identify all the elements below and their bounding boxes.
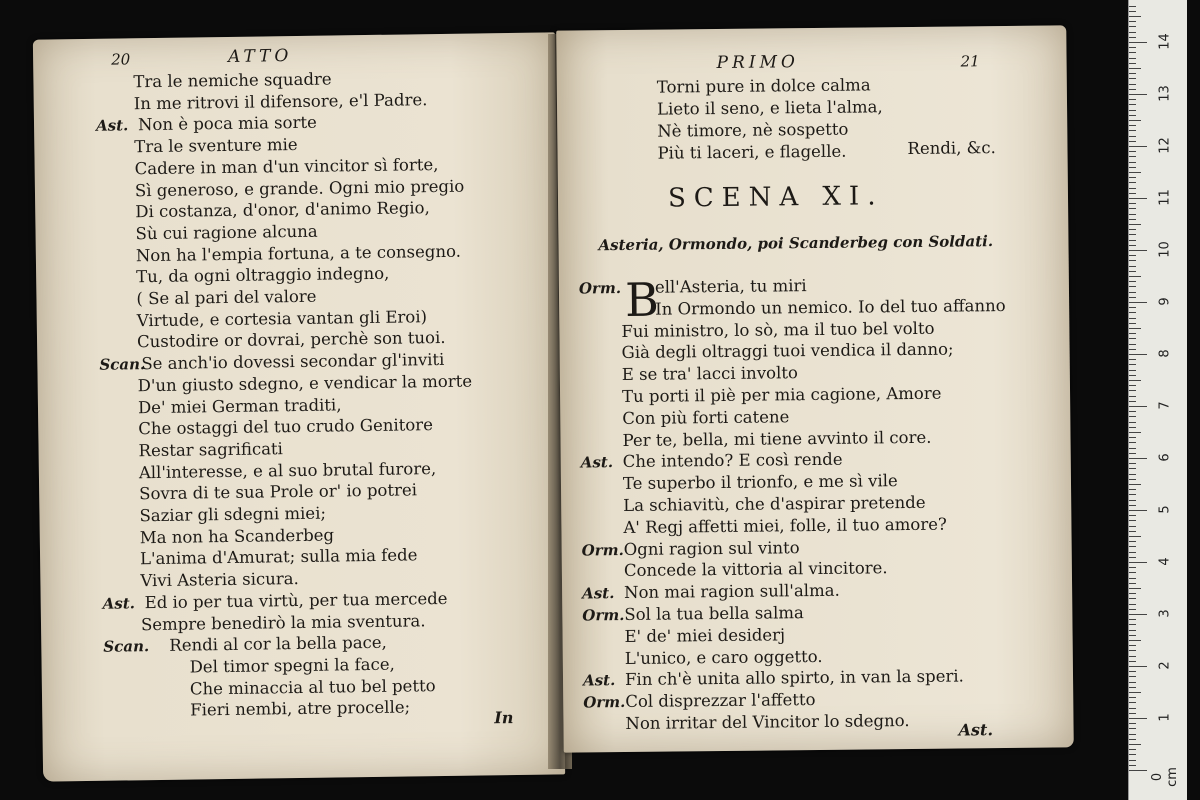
ruler-tick: [1129, 604, 1136, 605]
verse-line: Tra le sventure mie: [134, 135, 298, 157]
ruler-tick: [1129, 380, 1141, 381]
ruler-tick: [1129, 489, 1136, 490]
ruler-label: 9: [1157, 297, 1173, 306]
speaker-label: Orm.: [581, 540, 624, 560]
ruler-tick: [1129, 370, 1136, 371]
ruler-label: 4: [1157, 557, 1173, 566]
ruler-tick: [1129, 619, 1136, 620]
ruler-tick: [1129, 318, 1136, 319]
verse-line: Che ostaggi del tuo crudo Genitore: [138, 415, 434, 439]
ruler-tick: [1129, 224, 1141, 225]
ruler-tick: [1129, 21, 1136, 22]
verse-line: Che minaccia al tuo bel petto: [189, 675, 436, 699]
speaker-label: Orm.: [582, 606, 625, 625]
ruler-tick: [1129, 84, 1136, 85]
ruler-tick: [1129, 500, 1136, 501]
ruler-tick: [1129, 198, 1147, 199]
ruler-tick: [1129, 583, 1136, 584]
speaker-label: Scan.: [103, 637, 150, 656]
verse-line: L'anima d'Amurat; sulla mia fede: [139, 545, 418, 569]
ruler-tick: [1129, 697, 1136, 698]
ruler-tick: [1129, 708, 1136, 709]
verse-line: Non ha l'empia fortuna, a te consegno.: [135, 241, 462, 265]
ruler-tick: [1129, 136, 1136, 137]
ruler-tick: [1129, 671, 1136, 672]
scene-title: SCENA XI.: [667, 181, 884, 214]
ruler-label: 8: [1157, 349, 1173, 358]
ruler-tick: [1129, 255, 1136, 256]
right-running-head: PRIMO: [716, 52, 799, 74]
ruler-tick: [1129, 645, 1136, 646]
ruler-label: 13: [1157, 85, 1173, 102]
verse-line: E' de' miei desiderj: [624, 625, 786, 646]
ruler-tick: [1129, 437, 1136, 438]
ruler-tick: [1129, 26, 1136, 27]
ruler-tick: [1129, 130, 1136, 131]
ruler-tick: [1129, 635, 1136, 636]
ruler-tick: [1129, 432, 1141, 433]
verse-line: In me ritrovi il difensore, e'l Padre.: [133, 89, 428, 113]
ruler-tick: [1129, 42, 1147, 43]
verse-line: Vivi Asteria sicura.: [140, 569, 299, 591]
ruler-tick: [1129, 510, 1147, 511]
verse-line: Sì generoso, e grande. Ogni mio pregio: [134, 176, 465, 200]
ruler-tick: [1129, 630, 1136, 631]
ruler-tick: [1129, 557, 1136, 558]
ruler-tick: [1129, 505, 1136, 506]
ruler-tick: [1129, 193, 1136, 194]
ruler-tick: [1129, 479, 1136, 480]
ruler-tick: [1129, 650, 1136, 651]
ruler-label: 3: [1157, 609, 1173, 618]
verse-line: Non è poca mia sorte: [137, 113, 317, 135]
ruler-tick: [1129, 390, 1136, 391]
aria-end: Rendi, &c.: [907, 138, 996, 159]
ruler-tick: [1129, 167, 1136, 168]
ruler-tick: [1129, 682, 1136, 683]
ruler-tick: [1129, 770, 1147, 771]
ruler-tick: [1129, 177, 1136, 178]
ruler-tick: [1129, 526, 1136, 527]
ruler-tick: [1129, 676, 1136, 677]
right-catchword: Ast.: [958, 720, 994, 740]
speaker-label: Ast.: [580, 453, 614, 472]
left-page-number: 20: [111, 50, 131, 69]
verse-line: ( Se al pari del valore: [136, 286, 317, 309]
ruler-tick: [1129, 734, 1136, 735]
ruler-tick: [1129, 411, 1136, 412]
ruler-tick: [1129, 302, 1147, 303]
ruler-label: 11: [1157, 189, 1173, 206]
verse-line: Non mai ragion sull'alma.: [624, 580, 840, 603]
ruler-tick: [1129, 250, 1147, 251]
ruler-tick: [1129, 474, 1136, 475]
ruler-tick: [1129, 188, 1136, 189]
drop-cap: B: [624, 272, 660, 327]
scene-characters: Asteria, Ormondo, poi Scanderbeg con Soldati.: [598, 232, 994, 255]
ruler-tick: [1129, 427, 1136, 428]
ruler-tick: [1129, 245, 1136, 246]
ruler-tick: [1129, 396, 1136, 397]
ruler-tick: [1129, 598, 1136, 599]
aria-line: Lieto il seno, e lieta l'alma,: [656, 97, 883, 119]
speaker-label: Ast.: [95, 116, 129, 136]
aria-line: Nè timore, nè sospetto: [657, 119, 849, 141]
ruler-label: 2: [1157, 661, 1173, 670]
ruler-tick: [1129, 47, 1136, 48]
ruler-tick: [1129, 640, 1141, 641]
verse-line: Ogni ragion sul vinto: [623, 537, 800, 559]
verse-line: Sempre benedirò la mia sventura.: [140, 610, 426, 634]
ruler-tick: [1129, 609, 1136, 610]
speaker-label: Ast.: [582, 671, 616, 690]
ruler-tick: [1129, 359, 1136, 360]
ruler-tick: [1129, 401, 1136, 402]
verse-line: Sù cui ragione alcuna: [135, 221, 318, 244]
ruler-tick: [1129, 344, 1136, 345]
verse-line: Rendi al cor la bella pace,: [169, 632, 387, 656]
speaker-label: Orm.: [578, 279, 622, 298]
ruler-tick: [1129, 552, 1136, 553]
ruler-tick: [1129, 567, 1136, 568]
ruler-tick: [1129, 588, 1141, 589]
speaker-label: Scan.: [99, 355, 146, 374]
ruler-tick: [1129, 536, 1141, 537]
ruler-tick: [1129, 765, 1136, 766]
ruler-tick: [1129, 484, 1141, 485]
ruler-tick: [1129, 141, 1136, 142]
ruler-tick: [1129, 349, 1136, 350]
ruler-tick: [1129, 11, 1136, 12]
verse-line: A' Regj affetti miei, folle, il tuo amore?: [623, 514, 947, 537]
ruler-tick: [1129, 214, 1136, 215]
ruler-tick: [1129, 624, 1136, 625]
verse-line: Sovra di te sua Prole or' io potrei: [139, 480, 418, 504]
ruler-tick: [1129, 104, 1136, 105]
ruler-tick: [1129, 52, 1136, 53]
ruler-tick: [1129, 323, 1136, 324]
ruler-tick: [1129, 312, 1136, 313]
ruler-tick: [1129, 458, 1147, 459]
ruler-tick: [1129, 281, 1136, 282]
ruler-tick: [1129, 286, 1136, 287]
ruler-tick: [1129, 37, 1136, 38]
verse-line: Saziar gli sdegni miei;: [139, 503, 327, 526]
ruler-tick: [1129, 276, 1141, 277]
ruler-tick: [1129, 546, 1136, 547]
ruler-tick: [1129, 687, 1136, 688]
ruler-tick: [1129, 661, 1136, 662]
left-running-head: ATTO: [227, 46, 293, 67]
ruler-tick: [1129, 520, 1136, 521]
ruler-tick: [1129, 110, 1136, 111]
ruler-tick: [1129, 338, 1136, 339]
ruler-tick: [1129, 219, 1136, 220]
verse-line: Cadere in man d'un vincitor sì forte,: [134, 154, 439, 179]
ruler-tick: [1129, 333, 1136, 334]
verse-line: Non irritar del Vincitor lo sdegno.: [625, 711, 910, 734]
ruler-tick: [1129, 63, 1136, 64]
ruler-tick: [1129, 94, 1147, 95]
right-page-number: 21: [960, 52, 980, 71]
ruler-label: 12: [1157, 137, 1173, 154]
right-page: [556, 25, 1074, 752]
verse-line: Ed io per tua virtù, per tua mercede: [144, 588, 448, 612]
verse-line: Tu porti il piè per mia cagione, Amore: [621, 383, 942, 407]
ruler-tick: [1129, 151, 1136, 152]
verse-line: Di costanza, d'onor, d'animo Regio,: [135, 198, 430, 222]
measurement-ruler: [1128, 0, 1187, 800]
ruler-label: 1: [1157, 713, 1173, 722]
ruler-tick: [1129, 58, 1136, 59]
ruler-tick: [1129, 146, 1147, 147]
speaker-label: Ast.: [102, 594, 136, 613]
ruler-tick: [1129, 68, 1141, 69]
verse-line: Fin ch'è unita allo spirto, in van la speri.: [624, 666, 964, 690]
verse-line: Con più forti catene: [622, 407, 790, 428]
verse-line: ell'Asteria, tu miri: [654, 276, 807, 297]
ruler-tick: [1129, 448, 1136, 449]
verse-line: Del timor spegni la face,: [189, 654, 395, 677]
ruler-label: 5: [1157, 505, 1173, 514]
ruler-tick: [1129, 229, 1136, 230]
ruler-tick: [1129, 728, 1136, 729]
verse-line: Fieri nembi, atre procelle;: [190, 697, 411, 720]
aria-line: Più ti laceri, e flagelle.: [657, 141, 847, 163]
verse-line: Che intendo? E così rende: [622, 450, 843, 472]
ruler-tick: [1129, 307, 1136, 308]
ruler-tick: [1129, 453, 1136, 454]
ruler-tick: [1129, 692, 1141, 693]
ruler-tick: [1129, 156, 1136, 157]
ruler-tick: [1129, 234, 1136, 235]
left-catchword: In: [494, 708, 514, 728]
ruler-label: 7: [1157, 401, 1173, 410]
verse-line: La schiavitù, che d'aspirar pretende: [623, 492, 926, 516]
ruler-tick: [1129, 292, 1136, 293]
ruler-tick: [1129, 375, 1136, 376]
ruler-tick: [1129, 73, 1136, 74]
ruler-tick: [1129, 666, 1147, 667]
ruler-tick: [1129, 749, 1136, 750]
ruler-tick: [1129, 463, 1136, 464]
verse-line: L'unico, e caro oggetto.: [624, 646, 823, 668]
ruler-tick: [1129, 271, 1136, 272]
ruler-tick: [1129, 208, 1136, 209]
ruler-tick: [1129, 723, 1136, 724]
verse-line: Custodire or dovrai, perchè son tuoi.: [136, 328, 446, 352]
ruler-tick: [1129, 385, 1136, 386]
ruler-tick: [1129, 468, 1136, 469]
verse-line: Tu, da ogni oltraggio indegno,: [136, 264, 390, 287]
verse-line: Fui ministro, lo sò, ma il tuo bel volto: [621, 318, 935, 341]
verse-line: Col disprezzar l'affetto: [625, 690, 816, 712]
ruler-tick: [1129, 515, 1136, 516]
ruler-tick: [1129, 297, 1136, 298]
ruler-tick: [1129, 120, 1141, 121]
verse-line: Tra le nemiche squadre: [133, 69, 332, 92]
ruler-tick: [1129, 744, 1141, 745]
aria-line: Torni pure in dolce calma: [656, 75, 871, 97]
ruler-tick: [1129, 531, 1136, 532]
ruler-tick: [1129, 760, 1136, 761]
left-page: [33, 32, 565, 781]
ruler-tick: [1129, 260, 1136, 261]
ruler-tick: [1129, 78, 1136, 79]
ruler-tick: [1129, 572, 1136, 573]
ruler-tick: [1129, 125, 1136, 126]
ruler-tick: [1129, 422, 1136, 423]
ruler-tick: [1129, 328, 1141, 329]
ruler-tick: [1129, 702, 1136, 703]
verse-line: Sol la tua bella salma: [624, 603, 804, 625]
ruler-label: 10: [1157, 241, 1173, 258]
ruler-tick: [1129, 354, 1147, 355]
ruler-tick: [1129, 99, 1136, 100]
ruler-tick: [1129, 713, 1136, 714]
verse-line: E se tra' lacci involto: [621, 363, 798, 385]
verse-line: Restar sagrificati: [138, 439, 283, 461]
ruler-label: 0 cm: [1150, 767, 1180, 787]
ruler-tick: [1129, 541, 1136, 542]
speaker-label: Ast.: [582, 584, 615, 603]
ruler-tick: [1129, 442, 1136, 443]
verse-line: Per te, bella, mi tiene avvinto il core.: [622, 427, 932, 450]
ruler-tick: [1129, 656, 1136, 657]
ruler-tick: [1129, 16, 1141, 17]
ruler-tick: [1129, 172, 1141, 173]
speaker-label: Orm.: [583, 693, 626, 712]
verse-line: Già degli oltraggi tuoi vendica il danno;: [621, 339, 954, 363]
verse-line: Te superbo il trionfo, e me sì vile: [622, 471, 898, 494]
ruler-tick: [1129, 739, 1136, 740]
ruler-tick: [1129, 718, 1147, 719]
ruler-tick: [1129, 562, 1147, 563]
ruler-tick: [1129, 32, 1136, 33]
ruler-tick: [1129, 240, 1136, 241]
ruler-tick: [1129, 578, 1136, 579]
ruler-label: 6: [1157, 453, 1173, 462]
ruler-tick: [1129, 416, 1136, 417]
ruler-tick: [1129, 593, 1136, 594]
ruler-label: 14: [1157, 33, 1173, 50]
ruler-tick: [1129, 494, 1136, 495]
ruler-tick: [1129, 614, 1147, 615]
ruler-tick: [1129, 406, 1147, 407]
ruler-tick: [1129, 266, 1136, 267]
ruler-tick: [1129, 115, 1136, 116]
verse-line: Virtude, e cortesia vantan gli Eroi): [136, 306, 428, 330]
ruler-tick: [1129, 6, 1136, 7]
ruler-tick: [1129, 364, 1136, 365]
verse-line: De' miei German traditi,: [137, 394, 342, 417]
ruler-tick: [1129, 162, 1136, 163]
verse-line: In Ormondo un nemico. Io del tuo affanno: [655, 295, 1006, 319]
verse-line: Ma non ha Scanderbeg: [139, 525, 335, 547]
verse-line: Se anch'io dovessi secondar gl'inviti: [141, 350, 445, 374]
ruler-tick: [1129, 754, 1136, 755]
ruler-tick: [1129, 203, 1136, 204]
verse-line: All'interesse, e al suo brutal furore,: [138, 458, 437, 482]
ruler-tick: [1129, 182, 1136, 183]
verse-line: D'un giusto sdegno, e vendicar la morte: [137, 371, 473, 396]
ruler-tick: [1129, 89, 1136, 90]
verse-line: Concede la vittoria al vincitore.: [623, 558, 888, 581]
